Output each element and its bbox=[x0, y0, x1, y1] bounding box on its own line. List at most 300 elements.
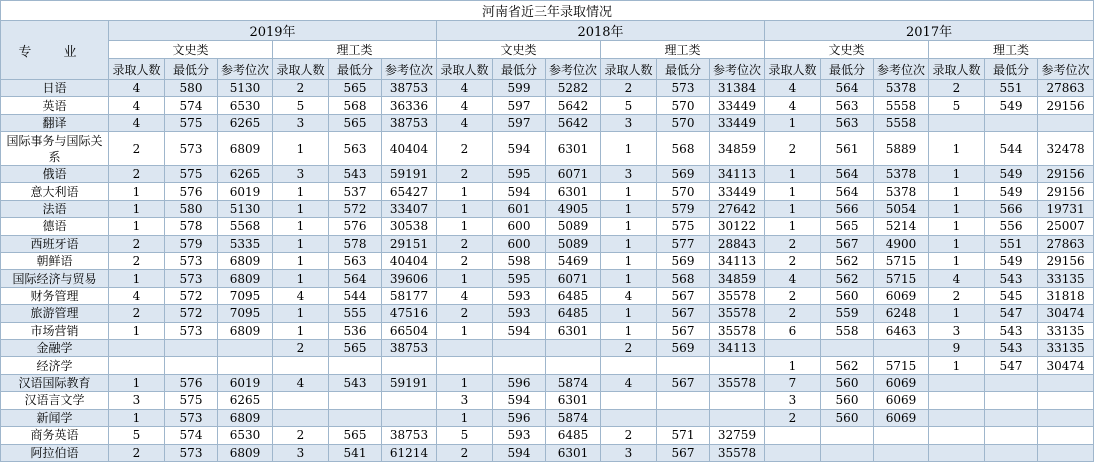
table-cell: 566 bbox=[821, 200, 874, 217]
table-cell: 4 bbox=[109, 97, 165, 114]
table-title: 河南省近三年录取情况 bbox=[1, 1, 1094, 21]
table-cell: 560 bbox=[821, 392, 874, 409]
table-row bbox=[1, 392, 1094, 409]
table-cell: 594 bbox=[493, 322, 546, 339]
table-cell: 1 bbox=[109, 183, 165, 200]
table-cell: 544 bbox=[985, 132, 1038, 166]
table-cell: 1 bbox=[929, 166, 985, 183]
table-cell: 36336 bbox=[382, 97, 437, 114]
table-cell: 4 bbox=[109, 80, 165, 97]
table-cell: 575 bbox=[165, 166, 218, 183]
table-cell: 7095 bbox=[218, 305, 273, 322]
table-cell: 1 bbox=[437, 218, 493, 235]
table-row bbox=[1, 235, 1094, 252]
table-cell: 576 bbox=[165, 374, 218, 391]
table-cell: 6019 bbox=[218, 183, 273, 200]
table-cell bbox=[273, 392, 329, 409]
table-cell: 2 bbox=[765, 409, 821, 426]
table-cell: 564 bbox=[821, 80, 874, 97]
table-cell: 597 bbox=[493, 97, 546, 114]
table-cell: 549 bbox=[985, 183, 1038, 200]
table-cell bbox=[657, 392, 710, 409]
table-cell: 3 bbox=[601, 444, 657, 462]
table-cell: 31384 bbox=[710, 80, 765, 97]
table-cell: 600 bbox=[493, 235, 546, 252]
table-cell bbox=[273, 357, 329, 374]
table-cell: 65427 bbox=[382, 183, 437, 200]
table-cell: 6 bbox=[765, 322, 821, 339]
table-row bbox=[1, 374, 1094, 391]
table-cell: 576 bbox=[329, 218, 382, 235]
table-cell: 33407 bbox=[382, 200, 437, 217]
table-cell bbox=[985, 444, 1038, 462]
table-cell: 5 bbox=[273, 97, 329, 114]
table-cell: 6530 bbox=[218, 427, 273, 444]
table-cell: 33449 bbox=[710, 97, 765, 114]
table-cell: 66504 bbox=[382, 322, 437, 339]
table-cell: 1 bbox=[765, 357, 821, 374]
table-cell: 549 bbox=[985, 253, 1038, 270]
table-cell: 1 bbox=[929, 200, 985, 217]
table-cell: 6301 bbox=[546, 132, 601, 166]
table-cell: 6485 bbox=[546, 427, 601, 444]
table-cell: 573 bbox=[165, 322, 218, 339]
table-cell: 560 bbox=[821, 409, 874, 426]
major-name: 西班牙语 bbox=[1, 235, 109, 252]
table-cell: 1 bbox=[929, 235, 985, 252]
table-cell bbox=[765, 444, 821, 462]
table-cell: 31818 bbox=[1038, 287, 1094, 304]
table-cell bbox=[165, 340, 218, 357]
table-cell: 2 bbox=[109, 305, 165, 322]
table-cell: 30474 bbox=[1038, 305, 1094, 322]
table-cell bbox=[601, 357, 657, 374]
table-cell bbox=[329, 357, 382, 374]
table-cell: 571 bbox=[657, 427, 710, 444]
table-cell: 561 bbox=[821, 132, 874, 166]
major-name: 阿拉伯语 bbox=[1, 444, 109, 462]
table-cell: 1 bbox=[601, 235, 657, 252]
table-cell: 573 bbox=[165, 444, 218, 462]
table-cell: 47516 bbox=[382, 305, 437, 322]
table-cell: 3 bbox=[437, 392, 493, 409]
table-cell: 576 bbox=[165, 183, 218, 200]
table-cell: 543 bbox=[985, 322, 1038, 339]
table-cell: 560 bbox=[821, 287, 874, 304]
table-cell: 5214 bbox=[874, 218, 929, 235]
track-header-science: 理工类 bbox=[929, 41, 1094, 59]
table-cell: 574 bbox=[165, 97, 218, 114]
table-cell: 1 bbox=[437, 374, 493, 391]
table-cell bbox=[874, 340, 929, 357]
table-cell: 1 bbox=[765, 183, 821, 200]
table-cell: 38753 bbox=[382, 114, 437, 131]
table-cell: 6071 bbox=[546, 270, 601, 287]
table-cell: 575 bbox=[165, 392, 218, 409]
table-cell: 5 bbox=[109, 427, 165, 444]
table-cell: 2 bbox=[109, 253, 165, 270]
table-cell: 1 bbox=[273, 305, 329, 322]
table-cell: 27863 bbox=[1038, 80, 1094, 97]
table-cell: 6069 bbox=[874, 409, 929, 426]
table-cell: 564 bbox=[329, 270, 382, 287]
table-cell: 1 bbox=[109, 200, 165, 217]
table-cell: 596 bbox=[493, 409, 546, 426]
table-cell: 4 bbox=[601, 374, 657, 391]
major-name: 意大利语 bbox=[1, 183, 109, 200]
min-score-header: 最低分 bbox=[821, 59, 874, 80]
table-cell bbox=[929, 392, 985, 409]
year-header-2017: 2017年 bbox=[765, 21, 1094, 41]
table-cell: 1 bbox=[601, 305, 657, 322]
table-cell bbox=[765, 340, 821, 357]
table-cell: 1 bbox=[929, 132, 985, 166]
table-cell: 547 bbox=[985, 305, 1038, 322]
table-row bbox=[1, 114, 1094, 131]
table-cell: 574 bbox=[165, 427, 218, 444]
table-cell: 34859 bbox=[710, 132, 765, 166]
table-cell: 30122 bbox=[710, 218, 765, 235]
table-cell bbox=[710, 357, 765, 374]
table-cell bbox=[601, 409, 657, 426]
table-row bbox=[1, 340, 1094, 357]
table-cell: 4 bbox=[765, 80, 821, 97]
table-cell: 5054 bbox=[874, 200, 929, 217]
table-cell: 568 bbox=[657, 270, 710, 287]
table-cell: 28843 bbox=[710, 235, 765, 252]
table-cell: 5089 bbox=[546, 218, 601, 235]
table-cell: 2 bbox=[765, 287, 821, 304]
table-cell bbox=[657, 409, 710, 426]
table-cell: 2 bbox=[601, 427, 657, 444]
table-cell: 4 bbox=[437, 80, 493, 97]
min-score-header: 最低分 bbox=[657, 59, 710, 80]
table-cell: 4 bbox=[109, 114, 165, 131]
table-row bbox=[1, 409, 1094, 426]
table-cell: 563 bbox=[821, 97, 874, 114]
table-cell: 59191 bbox=[382, 374, 437, 391]
table-cell: 2 bbox=[765, 253, 821, 270]
table-cell: 565 bbox=[821, 218, 874, 235]
table-cell: 2 bbox=[437, 132, 493, 166]
table-cell: 2 bbox=[109, 444, 165, 462]
table-cell: 2 bbox=[109, 132, 165, 166]
table-cell: 551 bbox=[985, 235, 1038, 252]
table-cell: 1 bbox=[109, 409, 165, 426]
table-cell: 6809 bbox=[218, 270, 273, 287]
table-cell: 537 bbox=[329, 183, 382, 200]
table-cell: 2 bbox=[601, 340, 657, 357]
table-cell bbox=[1038, 392, 1094, 409]
table-cell: 596 bbox=[493, 374, 546, 391]
table-cell: 33135 bbox=[1038, 322, 1094, 339]
table-cell: 6069 bbox=[874, 374, 929, 391]
table-cell: 35578 bbox=[710, 305, 765, 322]
table-cell: 40404 bbox=[382, 132, 437, 166]
table-cell: 600 bbox=[493, 218, 546, 235]
table-cell: 32478 bbox=[1038, 132, 1094, 166]
table-cell: 3 bbox=[273, 166, 329, 183]
major-name: 汉语言文学 bbox=[1, 392, 109, 409]
table-cell: 594 bbox=[493, 444, 546, 462]
table-cell: 598 bbox=[493, 253, 546, 270]
table-cell: 570 bbox=[657, 183, 710, 200]
table-cell: 2 bbox=[929, 80, 985, 97]
table-cell bbox=[382, 409, 437, 426]
table-cell: 1 bbox=[109, 374, 165, 391]
table-cell: 35578 bbox=[710, 374, 765, 391]
table-cell: 58177 bbox=[382, 287, 437, 304]
table-cell: 565 bbox=[329, 427, 382, 444]
major-name: 俄语 bbox=[1, 166, 109, 183]
table-cell: 35578 bbox=[710, 322, 765, 339]
table-cell: 1 bbox=[273, 270, 329, 287]
table-cell: 1 bbox=[601, 132, 657, 166]
table-cell: 5642 bbox=[546, 97, 601, 114]
table-cell: 567 bbox=[657, 444, 710, 462]
table-cell: 579 bbox=[165, 235, 218, 252]
table-cell: 1 bbox=[929, 305, 985, 322]
table-cell: 4 bbox=[765, 97, 821, 114]
table-cell: 1 bbox=[273, 322, 329, 339]
major-name: 朝鲜语 bbox=[1, 253, 109, 270]
table-cell bbox=[929, 114, 985, 131]
table-cell: 564 bbox=[821, 183, 874, 200]
table-cell bbox=[437, 340, 493, 357]
table-cell: 573 bbox=[165, 253, 218, 270]
table-cell: 1 bbox=[109, 322, 165, 339]
major-name: 金融学 bbox=[1, 340, 109, 357]
table-row bbox=[1, 444, 1094, 462]
table-cell: 4 bbox=[437, 114, 493, 131]
min-score-header: 最低分 bbox=[985, 59, 1038, 80]
table-row bbox=[1, 132, 1094, 166]
table-cell: 34113 bbox=[710, 166, 765, 183]
table-cell: 2 bbox=[765, 305, 821, 322]
major-name: 翻译 bbox=[1, 114, 109, 131]
table-cell bbox=[985, 392, 1038, 409]
table-cell: 33135 bbox=[1038, 340, 1094, 357]
major-name: 国际事务与国际关系 bbox=[1, 132, 109, 166]
table-cell: 5 bbox=[929, 97, 985, 114]
table-cell: 1 bbox=[437, 270, 493, 287]
table-cell: 27642 bbox=[710, 200, 765, 217]
table-cell: 569 bbox=[657, 340, 710, 357]
major-name: 旅游管理 bbox=[1, 305, 109, 322]
table-cell: 5715 bbox=[874, 253, 929, 270]
table-cell: 2 bbox=[929, 287, 985, 304]
table-cell: 1 bbox=[765, 114, 821, 131]
table-cell: 595 bbox=[493, 166, 546, 183]
admitted-count-header: 录取人数 bbox=[929, 59, 985, 80]
table-cell: 6069 bbox=[874, 392, 929, 409]
table-cell: 33135 bbox=[1038, 270, 1094, 287]
table-cell: 5378 bbox=[874, 166, 929, 183]
table-cell: 25007 bbox=[1038, 218, 1094, 235]
table-cell: 3 bbox=[601, 114, 657, 131]
table-cell: 5558 bbox=[874, 114, 929, 131]
table-cell bbox=[985, 409, 1038, 426]
table-cell bbox=[546, 340, 601, 357]
table-cell: 1 bbox=[273, 218, 329, 235]
table-cell: 3 bbox=[109, 392, 165, 409]
table-cell: 5378 bbox=[874, 80, 929, 97]
table-cell: 575 bbox=[165, 114, 218, 131]
table-cell: 563 bbox=[821, 114, 874, 131]
table-cell: 1 bbox=[601, 270, 657, 287]
table-cell: 29156 bbox=[1038, 97, 1094, 114]
min-score-header: 最低分 bbox=[165, 59, 218, 80]
rank-header: 参考位次 bbox=[710, 59, 765, 80]
table-cell: 6809 bbox=[218, 444, 273, 462]
table-cell bbox=[1038, 114, 1094, 131]
table-cell bbox=[929, 427, 985, 444]
track-header-science: 理工类 bbox=[601, 41, 765, 59]
table-cell: 543 bbox=[985, 270, 1038, 287]
table-row bbox=[1, 80, 1094, 97]
table-cell: 4 bbox=[273, 374, 329, 391]
table-cell: 568 bbox=[657, 132, 710, 166]
table-cell: 567 bbox=[821, 235, 874, 252]
table-cell: 5568 bbox=[218, 218, 273, 235]
table-cell bbox=[929, 409, 985, 426]
table-cell: 1 bbox=[929, 253, 985, 270]
table-cell bbox=[493, 357, 546, 374]
table-cell: 5642 bbox=[546, 114, 601, 131]
table-cell bbox=[1038, 374, 1094, 391]
table-cell: 2 bbox=[109, 166, 165, 183]
rank-header: 参考位次 bbox=[1038, 59, 1094, 80]
major-name: 法语 bbox=[1, 200, 109, 217]
table-cell: 1 bbox=[929, 357, 985, 374]
table-cell: 563 bbox=[329, 132, 382, 166]
table-cell: 563 bbox=[329, 253, 382, 270]
table-cell: 6019 bbox=[218, 374, 273, 391]
table-cell bbox=[109, 340, 165, 357]
table-cell: 2 bbox=[273, 340, 329, 357]
table-cell: 567 bbox=[657, 322, 710, 339]
table-cell: 559 bbox=[821, 305, 874, 322]
table-cell bbox=[929, 374, 985, 391]
table-cell: 6071 bbox=[546, 166, 601, 183]
table-cell: 1 bbox=[601, 183, 657, 200]
table-cell: 6265 bbox=[218, 114, 273, 131]
table-cell: 3 bbox=[273, 114, 329, 131]
min-score-header: 最低分 bbox=[329, 59, 382, 80]
table-cell: 1 bbox=[437, 183, 493, 200]
table-cell: 6301 bbox=[546, 444, 601, 462]
table-cell bbox=[437, 357, 493, 374]
table-cell: 38753 bbox=[382, 80, 437, 97]
table-cell: 2 bbox=[273, 427, 329, 444]
table-cell: 564 bbox=[821, 166, 874, 183]
table-cell bbox=[165, 357, 218, 374]
table-row bbox=[1, 357, 1094, 374]
table-cell: 40404 bbox=[382, 253, 437, 270]
table-cell: 573 bbox=[165, 132, 218, 166]
table-row bbox=[1, 97, 1094, 114]
major-name: 财务管理 bbox=[1, 287, 109, 304]
table-cell: 6809 bbox=[218, 322, 273, 339]
table-cell: 4900 bbox=[874, 235, 929, 252]
table-cell: 34859 bbox=[710, 270, 765, 287]
table-cell: 4 bbox=[929, 270, 985, 287]
table-cell bbox=[109, 357, 165, 374]
table-cell bbox=[218, 357, 273, 374]
table-cell bbox=[493, 340, 546, 357]
major-name: 日语 bbox=[1, 80, 109, 97]
table-cell: 543 bbox=[329, 166, 382, 183]
table-cell: 59191 bbox=[382, 166, 437, 183]
table-cell: 568 bbox=[329, 97, 382, 114]
table-cell: 39606 bbox=[382, 270, 437, 287]
table-cell bbox=[874, 427, 929, 444]
table-cell: 1 bbox=[601, 218, 657, 235]
table-cell: 32759 bbox=[710, 427, 765, 444]
table-cell: 5378 bbox=[874, 183, 929, 200]
table-cell: 551 bbox=[985, 80, 1038, 97]
admitted-count-header: 录取人数 bbox=[109, 59, 165, 80]
table-cell: 1 bbox=[437, 409, 493, 426]
table-cell: 6485 bbox=[546, 305, 601, 322]
table-cell: 594 bbox=[493, 132, 546, 166]
table-cell bbox=[546, 357, 601, 374]
track-header-science: 理工类 bbox=[273, 41, 437, 59]
table-cell: 566 bbox=[985, 200, 1038, 217]
table-row bbox=[1, 200, 1094, 217]
table-cell bbox=[929, 444, 985, 462]
table-cell: 5 bbox=[601, 97, 657, 114]
table-cell: 572 bbox=[165, 305, 218, 322]
table-cell bbox=[601, 392, 657, 409]
rank-header: 参考位次 bbox=[874, 59, 929, 80]
table-cell: 567 bbox=[657, 374, 710, 391]
table-cell: 35578 bbox=[710, 444, 765, 462]
table-cell bbox=[821, 427, 874, 444]
table-cell bbox=[382, 357, 437, 374]
table-cell: 5558 bbox=[874, 97, 929, 114]
major-name: 新闻学 bbox=[1, 409, 109, 426]
table-cell: 35578 bbox=[710, 287, 765, 304]
table-cell: 565 bbox=[329, 114, 382, 131]
table-cell: 569 bbox=[657, 253, 710, 270]
table-cell: 2 bbox=[765, 132, 821, 166]
table-cell bbox=[1038, 409, 1094, 426]
table-cell: 5874 bbox=[546, 374, 601, 391]
table-cell: 29156 bbox=[1038, 166, 1094, 183]
table-cell: 580 bbox=[165, 200, 218, 217]
rank-header: 参考位次 bbox=[546, 59, 601, 80]
table-cell: 5715 bbox=[874, 270, 929, 287]
table-cell: 1 bbox=[273, 200, 329, 217]
table-cell: 6809 bbox=[218, 253, 273, 270]
table-cell: 2 bbox=[437, 235, 493, 252]
table-cell bbox=[1038, 444, 1094, 462]
table-cell: 565 bbox=[329, 80, 382, 97]
table-cell: 579 bbox=[657, 200, 710, 217]
table-cell bbox=[985, 114, 1038, 131]
table-cell: 6265 bbox=[218, 166, 273, 183]
table-cell: 2 bbox=[437, 305, 493, 322]
rank-header: 参考位次 bbox=[218, 59, 273, 80]
table-cell: 567 bbox=[657, 305, 710, 322]
table-cell: 1 bbox=[273, 183, 329, 200]
table-cell: 34113 bbox=[710, 340, 765, 357]
table-cell: 562 bbox=[821, 253, 874, 270]
table-cell: 6301 bbox=[546, 392, 601, 409]
table-cell: 6265 bbox=[218, 392, 273, 409]
table-cell: 601 bbox=[493, 200, 546, 217]
